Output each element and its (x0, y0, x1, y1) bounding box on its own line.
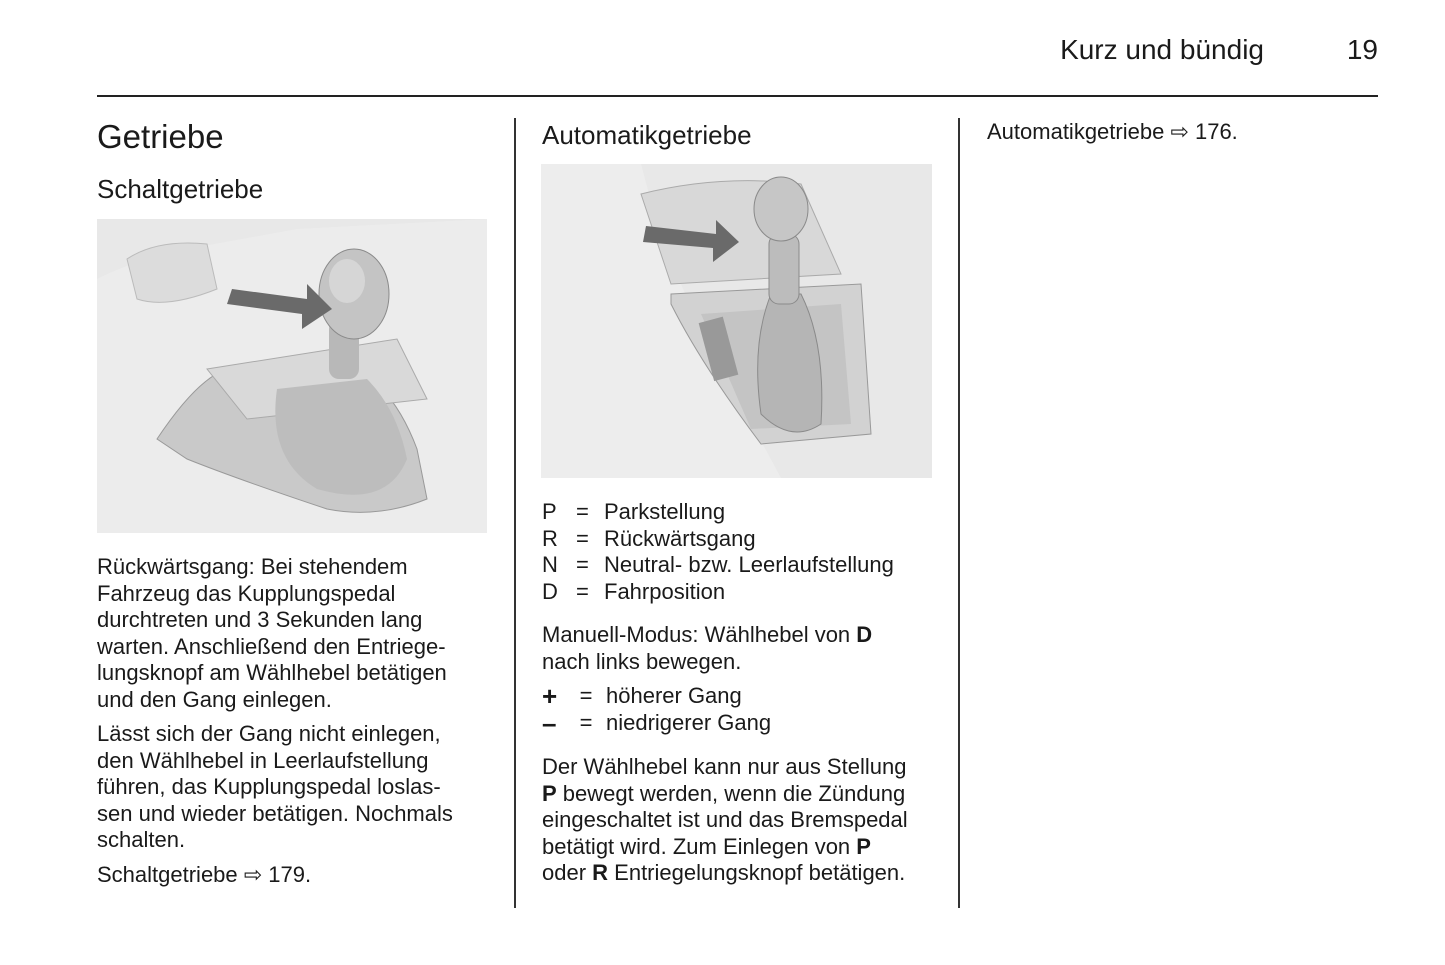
legend-row (542, 683, 771, 710)
para-text: betätigt wird. Zum Einlegen von (542, 833, 857, 859)
plus-icon: + (542, 681, 558, 711)
reverse-gear-paragraph (97, 554, 447, 713)
automatic-heading: Automatikgetriebe (542, 120, 752, 150)
legend-key: R (542, 525, 558, 551)
manual-gearbox-illustration (97, 219, 487, 533)
para2-line: den Wählhebel in Leerlaufstellung (97, 747, 429, 773)
manual-mode-key: D (856, 622, 873, 647)
manual-gearbox-drawing (97, 219, 487, 533)
para2-line: sen und wieder betätigen. Nochmals (97, 800, 453, 826)
legend-text: Fahrposition (604, 578, 726, 604)
para1-line: durchtreten und 3 Sekunden lang (97, 607, 423, 632)
legend-row (542, 552, 894, 579)
legend-row (542, 526, 894, 553)
legend-text: Neutral- bzw. Leerlaufstellung (604, 552, 894, 577)
para-text: eingeschaltet ist und das Bremspedal (542, 807, 908, 832)
para1-line: lungsknopf am Wählhebel betätigen (97, 660, 447, 685)
para2-line: schalten. (97, 827, 186, 852)
section-heading: Getriebe (97, 118, 224, 155)
running-header-title: Kurz und bündig (1060, 34, 1264, 65)
para-text: Der Wählhebel kann nur aus Stellung (542, 754, 907, 779)
minus-icon: – (542, 707, 557, 738)
legend-key: P (542, 499, 557, 524)
column-divider-left (514, 118, 516, 908)
gear-not-engaging-paragraph (97, 721, 453, 854)
para2-line: führen, das Kupplungspedal loslas- (97, 774, 441, 799)
manual-gearbox-reference[interactable]: Schaltgetriebe ⇨ 179. (97, 862, 312, 887)
header-divider (97, 95, 1378, 97)
legend-row (542, 579, 894, 606)
para2-line: Lässt sich der Gang nicht einlegen, (97, 721, 441, 746)
para-key: P (542, 780, 557, 806)
manual-mode-text: Manuell-Modus: Wählhebel von (542, 622, 857, 647)
para-text: bewegt werden, wenn die Zündung (556, 780, 906, 806)
subsection-heading: Schaltgetriebe (97, 174, 264, 204)
automatic-gearbox-reference[interactable]: Automatikgetriebe ⇨ 176. (987, 119, 1238, 144)
legend-row (542, 499, 894, 526)
para1-line: Fahrzeug das Kupplungspedal (97, 580, 396, 606)
legend-eq: = (576, 578, 589, 604)
legend-eq: = (579, 683, 593, 708)
selector-lever-paragraph (542, 754, 908, 887)
legend-eq: = (576, 552, 589, 577)
manual-mode-text: nach links bewegen. (542, 648, 742, 674)
automatic-gearbox-drawing (541, 164, 932, 478)
para1-line: Rückwärtsgang: Bei stehendem (97, 554, 408, 579)
legend-text: höherer Gang (606, 683, 742, 708)
para-text: Entriegelungsknopf betätigen. (608, 860, 906, 885)
manual-mode-legend (542, 683, 771, 736)
column-divider-right (958, 118, 960, 908)
page-number: 19 (1346, 34, 1378, 65)
legend-text: Parkstellung (604, 499, 726, 524)
para-key: R (592, 860, 609, 885)
legend-key: D (542, 578, 558, 604)
para-key: P (856, 833, 871, 859)
para1-line: und den Gang einlegen. (97, 686, 332, 712)
legend-text: Rückwärtsgang (604, 525, 756, 551)
manual-mode-paragraph (542, 622, 872, 675)
legend-key: N (542, 552, 558, 577)
para1-line: warten. Anschließend den Entriege- (97, 633, 446, 659)
legend-row (542, 707, 772, 738)
para-text: oder (542, 860, 593, 885)
legend-eq: = (576, 499, 589, 524)
legend-text: niedrigerer Gang (606, 709, 772, 735)
legend-eq: = (579, 709, 593, 735)
automatic-gearbox-illustration (541, 164, 932, 478)
gear-positions-legend (542, 499, 894, 605)
legend-eq: = (576, 525, 589, 551)
